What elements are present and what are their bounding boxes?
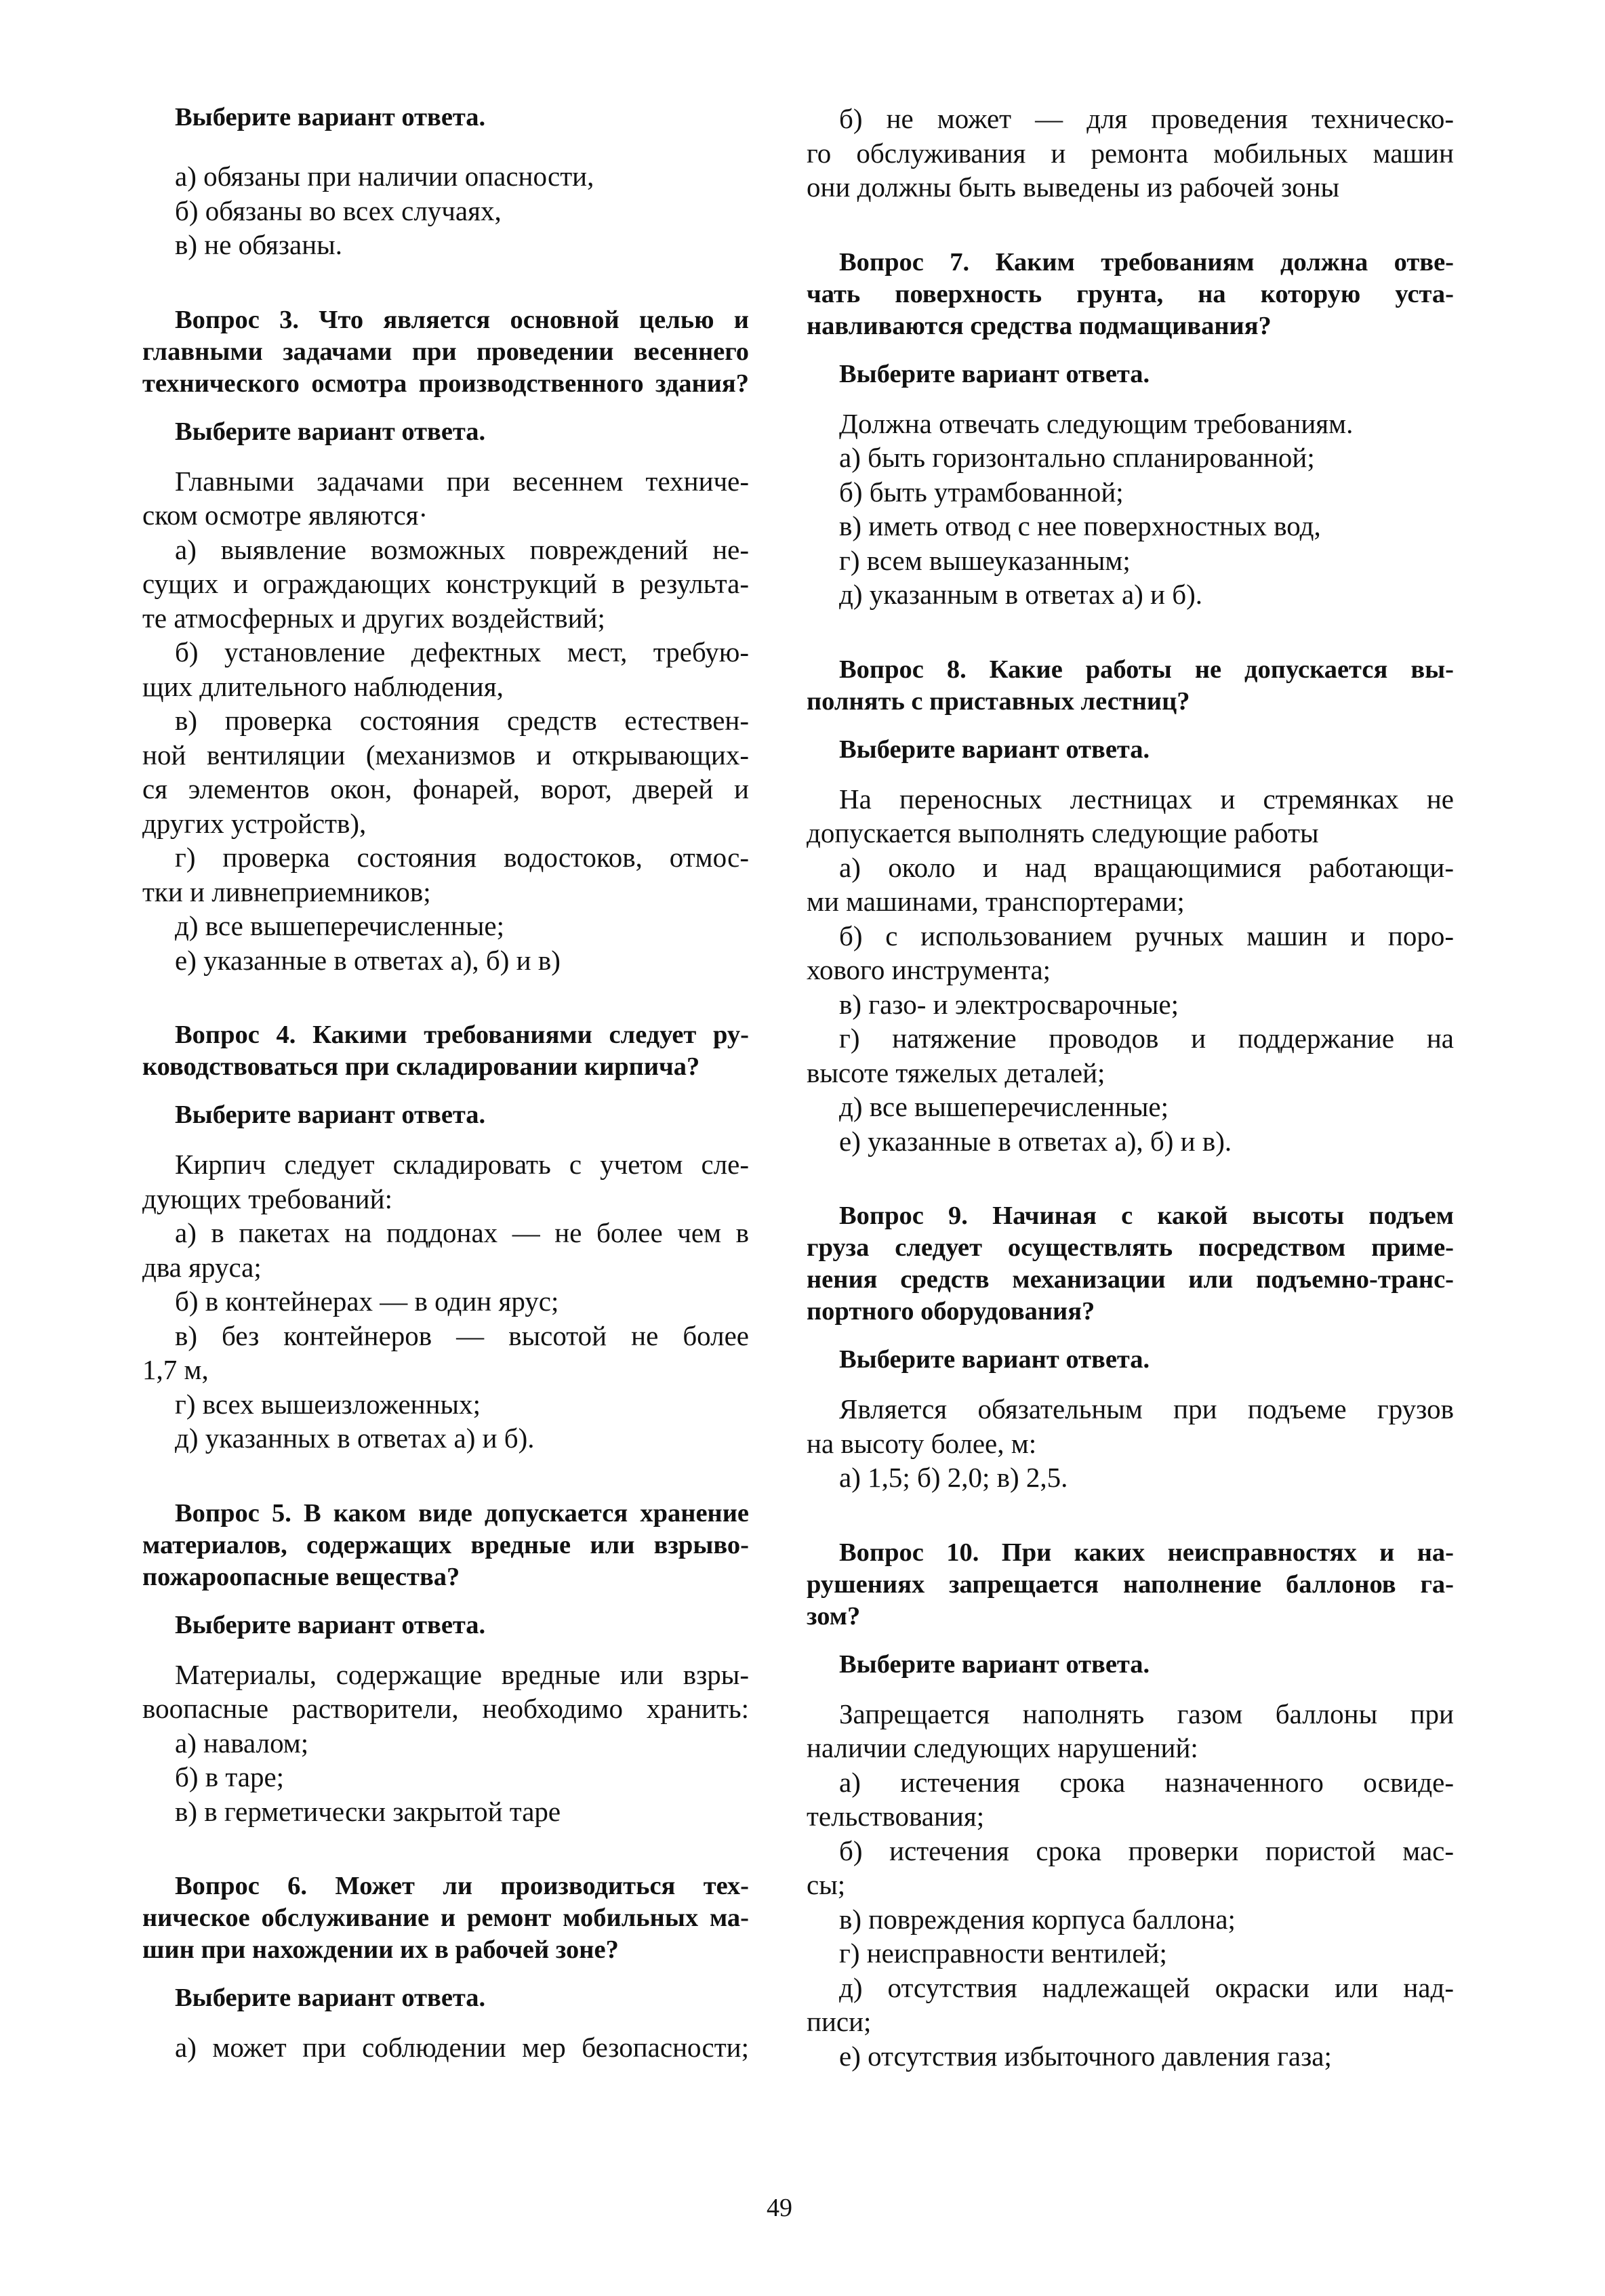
answer-option: д) отсутствия надлежащей окраски или над- [839, 1971, 1454, 2003]
answer-option: а) около и над вращающимися работающи- [839, 851, 1454, 883]
question-6-heading: ническое обслуживание и ремонт мобильных ма- [142, 1904, 749, 1932]
answer-option: высоте тяжелых деталей; [807, 1057, 1105, 1088]
answer-option: в) не обязаны. [175, 229, 342, 260]
answer-option: тельствования; [807, 1801, 985, 1832]
answer-option: д) все вышеперечисленные; [175, 910, 504, 941]
body-text: наличии следующих нарушений: [807, 1732, 1198, 1763]
answer-option: а) истечения срока назначенного освиде- [839, 1766, 1454, 1798]
question-7-heading: Вопрос 7. Каким требованиям должна отве- [839, 247, 1454, 276]
question-3-heading: технического осмотра производственного здания? [142, 369, 749, 398]
body-text: Материалы, содержащие вредные или взры- [175, 1658, 749, 1690]
answer-option: в) иметь отвод с нее поверхностных вод, [839, 510, 1321, 541]
answer-option: те атмосферных и других воздействий; [142, 602, 605, 634]
answer-option: б) в таре; [175, 1761, 285, 1792]
question-5-heading: Вопрос 5. В каком виде допускается хранение [175, 1498, 749, 1528]
answer-option: в) без контейнеров — высотой не более [175, 1319, 749, 1351]
choose-answer-label: Выберите вариант ответа. [175, 1101, 486, 1129]
question-7-heading: навливаются средства подмащивания? [807, 311, 1272, 340]
question-5-heading: материалов, содержащих вредные или взрыво- [142, 1530, 749, 1559]
answer-option: е) отсутствия избыточного давления газа; [839, 2040, 1332, 2072]
answer-option: г) неисправности вентилей; [839, 1938, 1167, 1969]
question-4-heading: ководствоваться при складировании кирпича? [142, 1052, 700, 1081]
body-text: допускается выполнять следующие работы [807, 817, 1319, 848]
question-5-heading: пожароопасные вещества? [142, 1562, 460, 1591]
question-6-heading: шин при нахождении их в рабочей зоне? [142, 1935, 619, 1964]
answer-option: б) с использованием ручных машин и поро- [839, 920, 1454, 951]
answer-option: го обслуживания и ремонта мобильных машин [807, 137, 1454, 169]
choose-answer-label: Выберите вариант ответа. [175, 103, 486, 131]
right-column [807, 102, 1454, 2073]
answer-option: а) обязаны при наличии опасности, [175, 161, 594, 192]
answer-option: д) все вышеперечисленные; [839, 1091, 1169, 1122]
answer-option: в) проверка состояния средств естествен- [175, 705, 749, 736]
body-text: на высоту более, м: [807, 1427, 1037, 1459]
question-9-heading: портного оборудования? [807, 1297, 1095, 1326]
question-3-heading: Вопрос 3. Что является основной целью и [175, 305, 749, 334]
answer-option: ной вентиляции (механизмов и открывающих- [142, 739, 749, 771]
answer-option: ся элементов окон, фонарей, ворот, дверей и [142, 773, 749, 804]
answer-option: а) может при соблюдении мер безопасности; [175, 2032, 749, 2063]
question-10-heading: Вопрос 10. При каких неисправностях и на- [839, 1538, 1454, 1567]
body-text: воопасные растворители, необходимо хранить: [142, 1693, 749, 1724]
answer-option: хового инструмента; [807, 954, 1051, 985]
answer-option: ми машинами, транспортерами; [807, 886, 1185, 917]
question-9-heading: Вопрос 9. Начиная с какой высоты подъем [839, 1202, 1454, 1230]
answer-option: б) быть утрамбованной; [839, 476, 1124, 508]
choose-answer-label: Выберите вариант ответа. [839, 735, 1150, 764]
body-text: Главными задачами при весеннем техниче- [175, 465, 749, 497]
answer-option: в) в герметически закрытой таре [175, 1795, 561, 1827]
body-text: дующих требований: [142, 1183, 392, 1214]
question-3-heading: главными задачами при проведении весеннего [142, 337, 749, 366]
answer-option: г) всем вышеуказанным; [839, 544, 1131, 576]
answer-option: в) газо- и электросварочные; [839, 988, 1179, 1020]
question-9-heading: груза следует осуществлять посредством приме- [807, 1233, 1454, 1262]
choose-answer-label: Выберите вариант ответа. [839, 1345, 1150, 1374]
question-6-heading: Вопрос 6. Может ли производиться тех- [175, 1872, 749, 1900]
choose-answer-label: Выберите вариант ответа. [175, 417, 486, 446]
answer-option: а) выявление возможных повреждений не- [175, 533, 749, 565]
body-text: Является обязательным при подъеме грузов [839, 1393, 1454, 1424]
choose-answer-label: Выберите вариант ответа. [175, 1610, 486, 1639]
body-text: На переносных лестницах и стремянках не [839, 783, 1454, 815]
answer-option: б) не может — для проведения техническо- [839, 103, 1454, 134]
answer-option: б) обязаны во всех случаях, [175, 194, 502, 226]
answer-option: а) навалом; [175, 1727, 309, 1759]
choose-answer-label: Выберите вариант ответа. [175, 1984, 486, 2012]
answer-option: д) указанным в ответах а) и б). [839, 579, 1203, 610]
question-7-heading: чать поверхность грунта, на которую уста- [807, 279, 1454, 308]
answer-option: щих длительного наблюдения, [142, 670, 504, 702]
body-text: Должна отвечать следующим требованиям. [839, 407, 1354, 439]
question-10-heading: зом? [807, 1601, 861, 1631]
answer-option: б) установление дефектных мест, требую- [175, 636, 749, 668]
answer-option: а) 1,5; б) 2,0; в) 2,5. [839, 1462, 1068, 1493]
answer-option: два яруса; [142, 1251, 262, 1283]
question-4-heading: Вопрос 4. Какими требованиями следует ру- [175, 1021, 749, 1049]
left-column [142, 102, 749, 2065]
body-text: ском осмотре являются· [142, 499, 428, 531]
choose-answer-label: Выберите вариант ответа. [839, 1649, 1150, 1679]
answer-option: б) истечения срока проверки пористой мас- [839, 1834, 1454, 1866]
answer-option: сущих и ограждающих конструкций в результа- [142, 568, 749, 599]
question-9-heading: нения средств механизации или подъемно-транс- [807, 1265, 1454, 1294]
question-8-heading: Вопрос 8. Какие работы не допускается вы- [839, 655, 1454, 684]
answer-option: а) в пакетах на поддонах — не более чем в [175, 1217, 749, 1248]
question-10-heading: рушениях запрещается наполнение баллонов га- [807, 1570, 1454, 1599]
question-8-heading: полнять с приставных лестниц? [807, 686, 1190, 716]
answer-option: б) в контейнерах — в один ярус; [175, 1286, 559, 1317]
answer-option: 1,7 м, [142, 1354, 209, 1385]
page-number: 49 [767, 2194, 792, 2222]
answer-option: они должны быть выведены из рабочей зоны [807, 171, 1340, 203]
answer-option: других устройств), [142, 807, 367, 839]
body-text: Кирпич следует складировать с учетом сле- [175, 1149, 749, 1180]
body-text: Запрещается наполнять газом баллоны при [839, 1698, 1454, 1729]
choose-answer-label: Выберите вариант ответа. [839, 359, 1150, 388]
answer-option: а) быть горизонтально спланированной; [839, 442, 1315, 473]
answer-option: е) указанные в ответах а), б) и в) [175, 944, 561, 976]
answer-option: г) всех вышеизложенных; [175, 1388, 481, 1420]
answer-option: тки и ливнеприемников; [142, 876, 431, 907]
answer-option: е) указанные в ответах а), б) и в). [839, 1125, 1232, 1157]
answer-option: в) повреждения корпуса баллона; [839, 1903, 1236, 1935]
answer-option: г) проверка состояния водостоков, отмос- [175, 842, 749, 873]
answer-option: д) указанных в ответах а) и б). [175, 1422, 535, 1454]
answer-option: сы; [807, 1869, 846, 1900]
answer-option: писи; [807, 2006, 872, 2037]
answer-option: г) натяжение проводов и поддержание на [839, 1023, 1454, 1054]
